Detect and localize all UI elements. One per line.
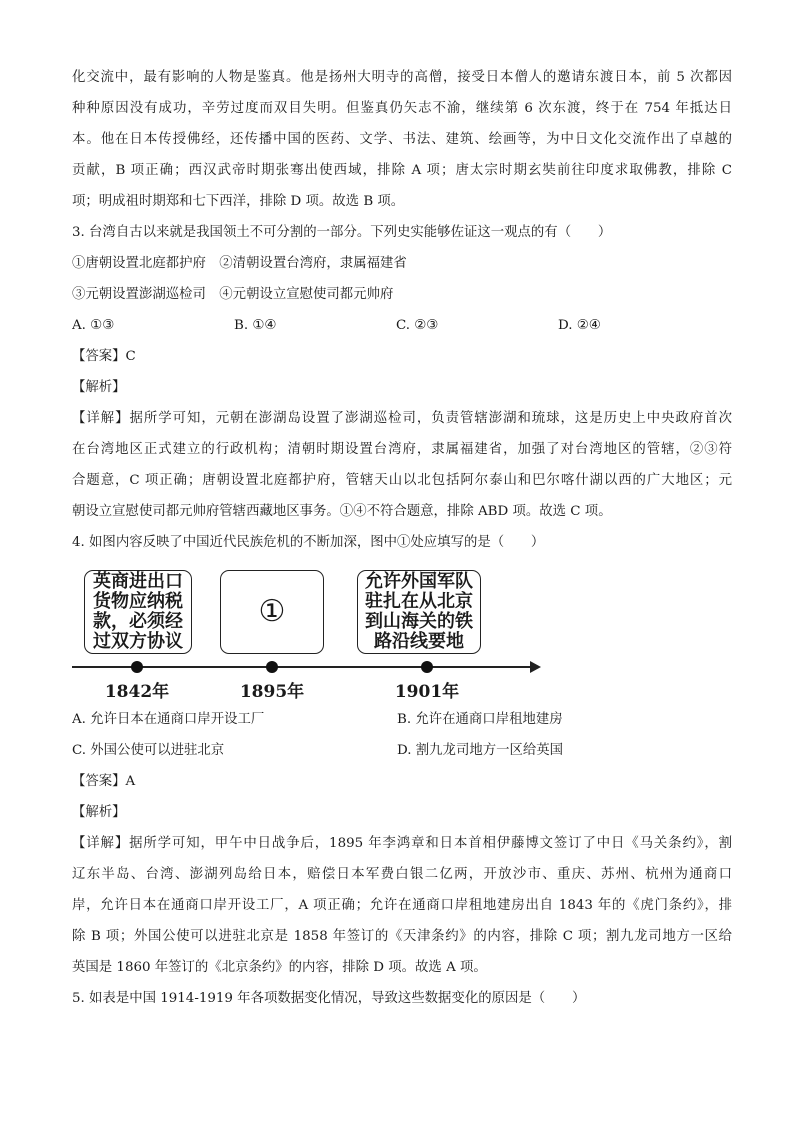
options-row xyxy=(72,310,732,341)
text-line: 贡献，B 项正确；西汉武帝时期张骞出使西域，排除 A 项；唐太宗时期玄奘前往印度求取佛教，排除 C xyxy=(72,163,732,178)
detail-line: 英国是 1860 年签订的《北京条约》的内容，排除 D 项。故选 A 项。 xyxy=(72,960,487,975)
box-line: 过双方协议 xyxy=(93,631,183,652)
text-line: 种种原因没有成功，辛劳过度而双目失明。但鉴真仍矢志不渝，继续第 6 次东渡，终于在 754 年抵达日 xyxy=(72,101,732,116)
box-line: 驻扎在从北京 xyxy=(365,591,473,612)
box-line: 款，必须经 xyxy=(93,611,183,632)
blank-marker: ① xyxy=(258,594,286,629)
analysis-label: 【解析】 xyxy=(72,380,126,395)
option-d: D. ②④ xyxy=(558,318,601,333)
option-b: B. ①④ xyxy=(234,318,277,333)
timeline-dot xyxy=(266,661,278,673)
detail-line: 辽东半岛、台湾、澎湖列岛给日本，赔偿日本军费白银二亿两，开放沙市、重庆、苏州、杭州为通商口 xyxy=(72,867,732,882)
arrow-icon xyxy=(530,661,541,673)
box-line: 英商进出口 xyxy=(93,571,183,592)
answer-label: 【答案】C xyxy=(72,349,136,364)
answer-label: 【答案】A xyxy=(72,774,136,789)
question-4 xyxy=(72,527,732,983)
question-stem: 3. 台湾自古以来就是我国领土不可分割的一部分。下列史实能够佐证这一观点的有（ ） xyxy=(72,225,612,240)
statement-line: ③元朝设置澎湖巡检司 ④元朝设立宣慰使司都元帅府 xyxy=(72,287,394,302)
timeline-figure xyxy=(72,564,732,704)
box-line: 货物应纳税 xyxy=(93,591,183,612)
question-5 xyxy=(72,983,732,1014)
timeline-year: 1901年 xyxy=(394,682,460,702)
option-c: C. ②③ xyxy=(396,318,439,333)
question-stem: 4. 如图内容反映了中国近代民族危机的不断加深，图中①处应填写的是（ ） xyxy=(72,535,545,550)
text-line: 本。他在日本传授佛经，还传播中国的医药、文学、书法、建筑、绘画等，为中日文化交流作出了卓越的 xyxy=(72,132,732,147)
option-c: C. 外国公使可以进驻北京 xyxy=(72,743,225,758)
option-a: A. 允许日本在通商口岸开设工厂 xyxy=(72,712,265,727)
timeline-dot xyxy=(131,661,143,673)
option-b: B. 允许在通商口岸租地建房 xyxy=(397,712,563,727)
option-d: D. 割九龙司地方一区给英国 xyxy=(397,743,564,758)
box-line: 到山海关的铁 xyxy=(365,611,473,632)
options-row xyxy=(72,735,732,766)
timeline-box-1901 xyxy=(357,570,481,654)
box-line: 路沿线要地 xyxy=(374,631,464,652)
timeline-year: 1895年 xyxy=(239,682,305,702)
q2-analysis-paragraph xyxy=(72,62,732,217)
text-line: 化交流中，最有影响的人物是鉴真。他是扬州大明寺的高僧，接受日本僧人的邀请东渡日本，前 5 次都因 xyxy=(72,70,732,85)
timeline-dot xyxy=(421,661,433,673)
detail-line: 朝设立宣慰使司都元帅府管辖西藏地区事务。①④不符合题意，排除 ABD 项。故选 C 项。 xyxy=(72,504,612,519)
question-3 xyxy=(72,217,732,527)
timeline-year: 1842年 xyxy=(104,682,170,702)
text-line: 项；明成祖时期郑和七下西洋，排除 D 项。故选 B 项。 xyxy=(72,194,405,209)
detail-line: 除 B 项；外国公使可以进驻北京是 1858 年签订的《天津条约》的内容，排除 C 项；割九龙司地方一区给 xyxy=(72,929,732,944)
detail-line: 【详解】据所学可知，甲午中日战争后，1895 年李鸿章和日本首相伊藤博文签订了中日《马关条约》，割 xyxy=(72,836,732,851)
statement-line: ①唐朝设置北庭都护府 ②清朝设置台湾府，隶属福建省 xyxy=(72,256,407,271)
detail-line: 在台湾地区正式建立的行政机构；清朝时期设置台湾府，隶属福建省，加强了对台湾地区的管辖，②③符 xyxy=(72,442,732,457)
question-stem: 5. 如表是中国 1914-1919 年各项数据变化情况，导致这些数据变化的原因是（ ） xyxy=(72,991,586,1006)
timeline-box-1842 xyxy=(84,570,192,654)
analysis-label: 【解析】 xyxy=(72,805,126,820)
timeline-box-1895 xyxy=(220,570,324,654)
detail-line: 合题意，C 项正确；唐朝设置北庭都护府，管辖天山以北包括阿尔泰山和巴尔喀什湖以西的广大地区；元 xyxy=(72,473,732,488)
exam-page xyxy=(72,62,732,1014)
detail-line: 【详解】据所学可知，元朝在澎湖岛设置了澎湖巡检司，负责管辖澎湖和琉球，这是历史上中央政府首次 xyxy=(72,411,732,426)
option-a: A. ①③ xyxy=(72,318,115,333)
options-row xyxy=(72,704,732,735)
detail-line: 岸，允许日本在通商口岸开设工厂，A 项正确；允许在通商口岸租地建房出自 1843 年的《虎门条约》，排 xyxy=(72,898,732,913)
box-line: 允许外国军队 xyxy=(365,571,473,592)
